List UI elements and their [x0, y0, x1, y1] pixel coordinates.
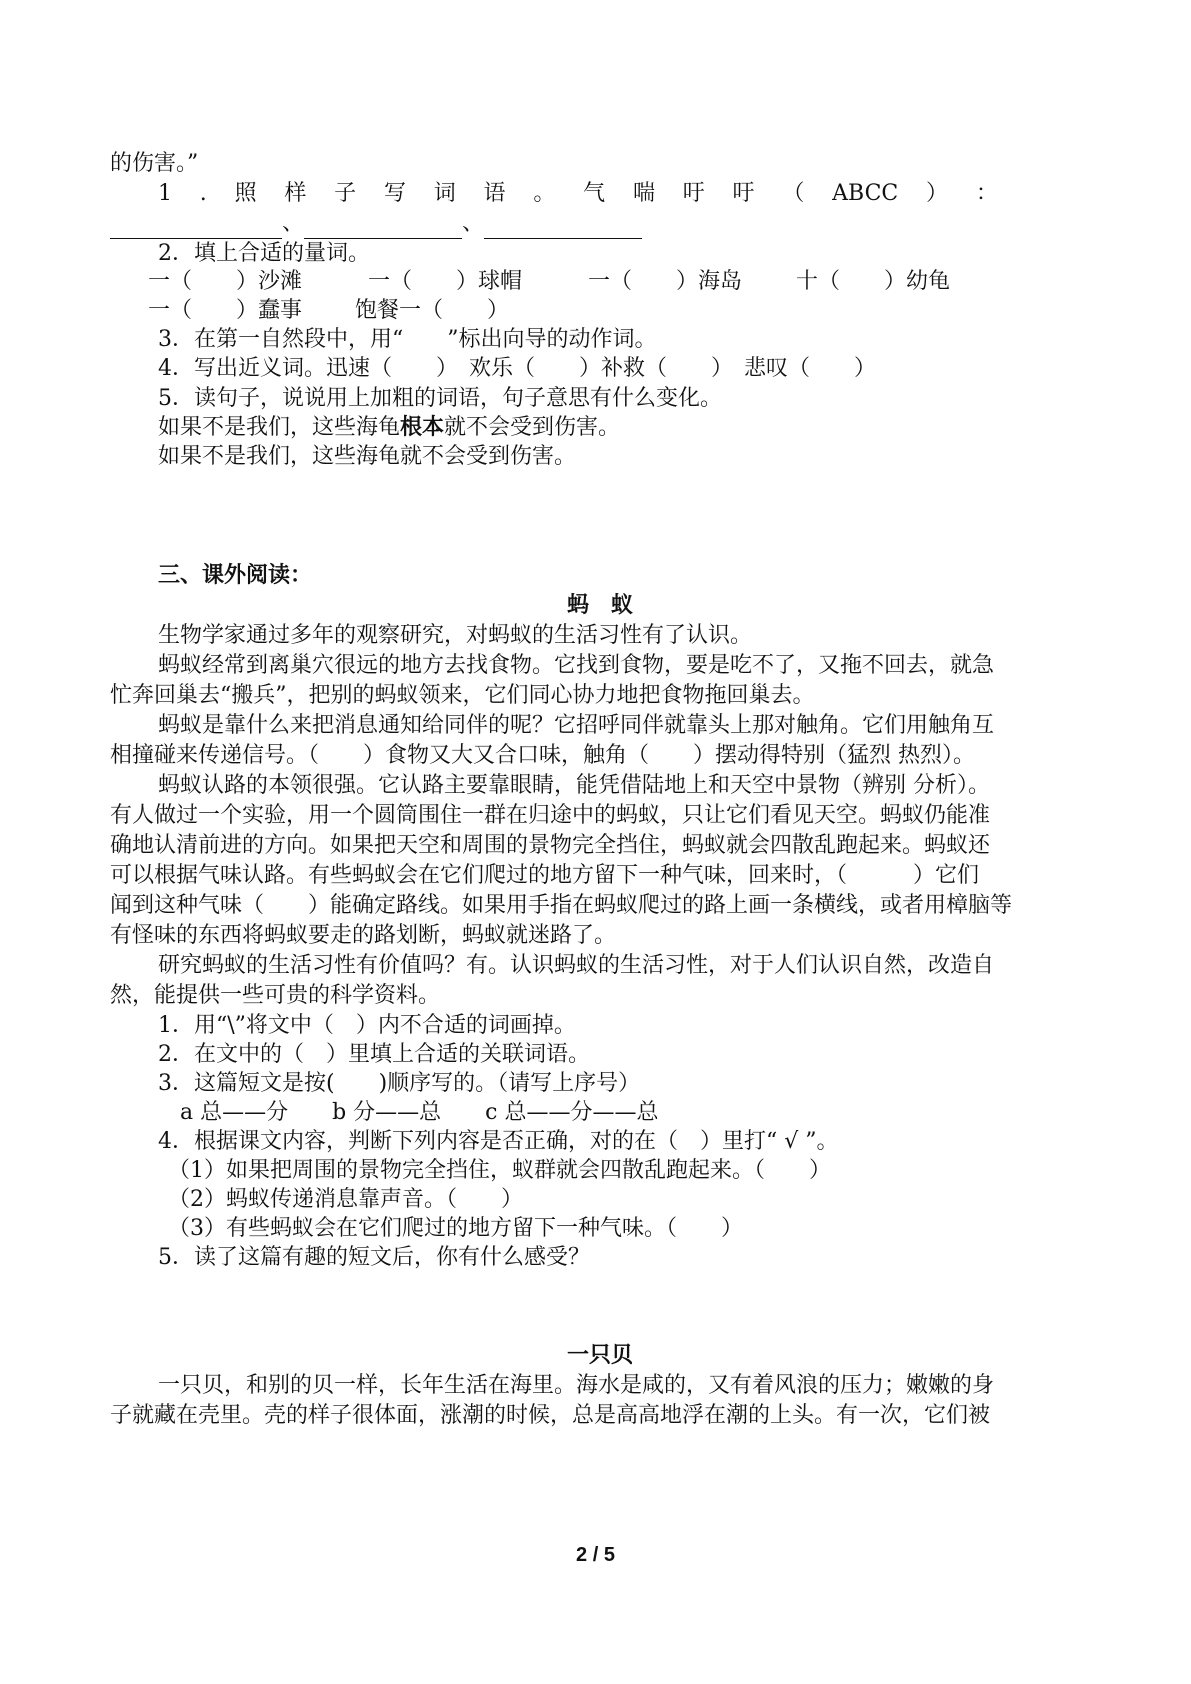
paragraph-line: 有人做过一个实验，用一个圆筒围住一群在归途中的蚂蚁，只让它们看见天空。蚂蚁仍能准 [110, 803, 991, 828]
prompt-char: ： [975, 181, 998, 206]
question-4: 4．写出近义词。迅速（ ） 欢乐（ ）补救（ ） 悲叹（ ） [158, 356, 876, 381]
paragraph-line: 忙奔回巢去“搬兵”，把别的蚂蚁领来，它们同心协力地把食物拖回巢去。 [110, 683, 815, 708]
separator: 、 [282, 211, 305, 236]
question-3: 3．在第一自然段中，用“ ”标出向导的动作词。 [158, 327, 657, 352]
separator: 、 [462, 211, 485, 236]
reading-question-5: 5．读了这篇有趣的短文后，你有什么感受？ [158, 1245, 590, 1270]
prompt-char: 词 [433, 181, 456, 206]
judgement-item: （1）如果把周围的景物完全挡住，蚁群就会四散乱跑起来。（ ） [168, 1158, 831, 1183]
story-title: 一只贝 [566, 1342, 633, 1368]
prompt-char: 子 [334, 181, 357, 206]
measure-word-item: 饱餐一（ ） [355, 298, 510, 323]
measure-word-item: 一（ ）沙滩 [148, 269, 303, 294]
question-5: 5．读句子，说说用上加粗的词语，句子意思有什么变化。 [158, 386, 722, 411]
prompt-char: 照 [234, 181, 257, 206]
reading-question-1: 1．用“\”将文中（ ）内不合适的词画掉。 [158, 1013, 576, 1038]
example-sentence-1 [158, 412, 1138, 443]
prompt-char: 样 [284, 181, 307, 206]
answer-blank[interactable] [304, 214, 462, 239]
paragraph-line: 一只贝，和别的贝一样，长年生活在海里。海水是咸的，又有着风浪的压力；嫩嫩的身 [158, 1373, 995, 1398]
bold-word: 根本 [400, 414, 445, 440]
passage-title: 蚂 蚁 [566, 592, 633, 618]
question-2: 2．填上合适的量词。 [158, 241, 370, 266]
measure-word-item: 一（ ）球帽 [368, 269, 523, 294]
prompt-char: ABCC [832, 181, 899, 206]
answer-blank[interactable] [484, 214, 642, 239]
reading-question-3-options: a 总——分 b 分——总 c 总——分——总 [180, 1100, 659, 1125]
answer-blanks-row [110, 208, 1090, 239]
paragraph-line: 闻到这种气味（ ）能确定路线。如果用手指在蚂蚁爬过的路上画一条横线，或者用樟脑等 [110, 893, 1013, 918]
prompt-char: ） [926, 181, 949, 206]
paragraph-line: 蚂蚁经常到离巢穴很远的地方去找食物。它找到食物，要是吃不了，又拖不回去，就急 [158, 653, 995, 678]
paragraph-line: 生物学家通过多年的观察研究，对蚂蚁的生活习性有了认识。 [158, 623, 753, 648]
answer-blank[interactable] [110, 214, 282, 239]
sentence-part: 如果不是我们，这些海龟 [158, 415, 401, 440]
reading-question-3: 3．这篇短文是按( )顺序写的。（请写上序号） [158, 1071, 641, 1096]
sentence-part: 就不会受到伤害。 [444, 415, 621, 440]
prompt-char: 。 [533, 181, 556, 206]
prompt-char: . [199, 181, 207, 206]
paragraph-line: 蚂蚁认路的本领很强。它认路主要靠眼睛，能凭借陆地上和天空中景物（辨别 分析）。 [158, 773, 990, 798]
paragraph-line: 子就藏在壳里。壳的样子很体面，涨潮的时候，总是高高地浮在潮的上头。有一次，它们被 [110, 1403, 991, 1428]
paragraph-line: 相撞碰来传递信号。（ ）食物又大又合口味，触角（ ）摆动得特别（猛烈 热烈）。 [110, 743, 975, 768]
question-1-prompt [158, 178, 998, 209]
prompt-char: 写 [383, 181, 406, 206]
reading-question-2: 2．在文中的（ ）里填上合适的关联词语。 [158, 1042, 590, 1067]
paragraph-line: 研究蚂蚁的生活习性有价值吗？有。认识蚂蚁的生活习性，对于人们认识自然，改造自 [158, 953, 995, 978]
reading-question-4: 4．根据课文内容，判断下列内容是否正确，对的在（ ）里打“ √ ”。 [158, 1129, 839, 1154]
paragraph-line: 确地认清前进的方向。如果把天空和周围的景物完全挡住，蚂蚁就会四散乱跑起来。蚂蚁还 [110, 833, 991, 858]
example-sentence-2: 如果不是我们，这些海龟就不会受到伤害。 [158, 444, 577, 469]
prompt-char: 1 [158, 181, 172, 206]
paragraph-line: 可以根据气味认路。有些蚂蚁会在它们爬过的地方留下一种气味，回来时，（ ）它们 [110, 863, 980, 888]
paragraph-line: 然，能提供一些可贵的科学资料。 [110, 983, 441, 1008]
paragraph-line: 有怪味的东西将蚂蚁要走的路划断，蚂蚁就迷路了。 [110, 923, 617, 948]
prompt-char: 吁 [732, 181, 755, 206]
judgement-item: （2）蚂蚁传递消息靠声音。（ ） [168, 1187, 523, 1212]
measure-word-item: 十（ ）幼龟 [796, 269, 951, 294]
prompt-char: 喘 [632, 181, 655, 206]
judgement-item: （3）有些蚂蚁会在它们爬过的地方留下一种气味。（ ） [168, 1216, 743, 1241]
measure-word-item: 一（ ）蠢事 [148, 298, 303, 323]
prompt-char: 语 [483, 181, 506, 206]
paragraph-line: 蚂蚁是靠什么来把消息通知给同伴的呢？它招呼同伴就靠头上那对触角。它们用触角互 [158, 713, 995, 738]
text-line: 的伤害。” [110, 151, 199, 176]
section-heading: 三、课外阅读： [158, 562, 313, 588]
prompt-char: 吁 [682, 181, 705, 206]
prompt-char: （ [782, 181, 805, 206]
measure-word-item: 一（ ）海岛 [588, 269, 743, 294]
page-number: 2 / 5 [576, 1544, 615, 1566]
prompt-char: 气 [583, 181, 606, 206]
